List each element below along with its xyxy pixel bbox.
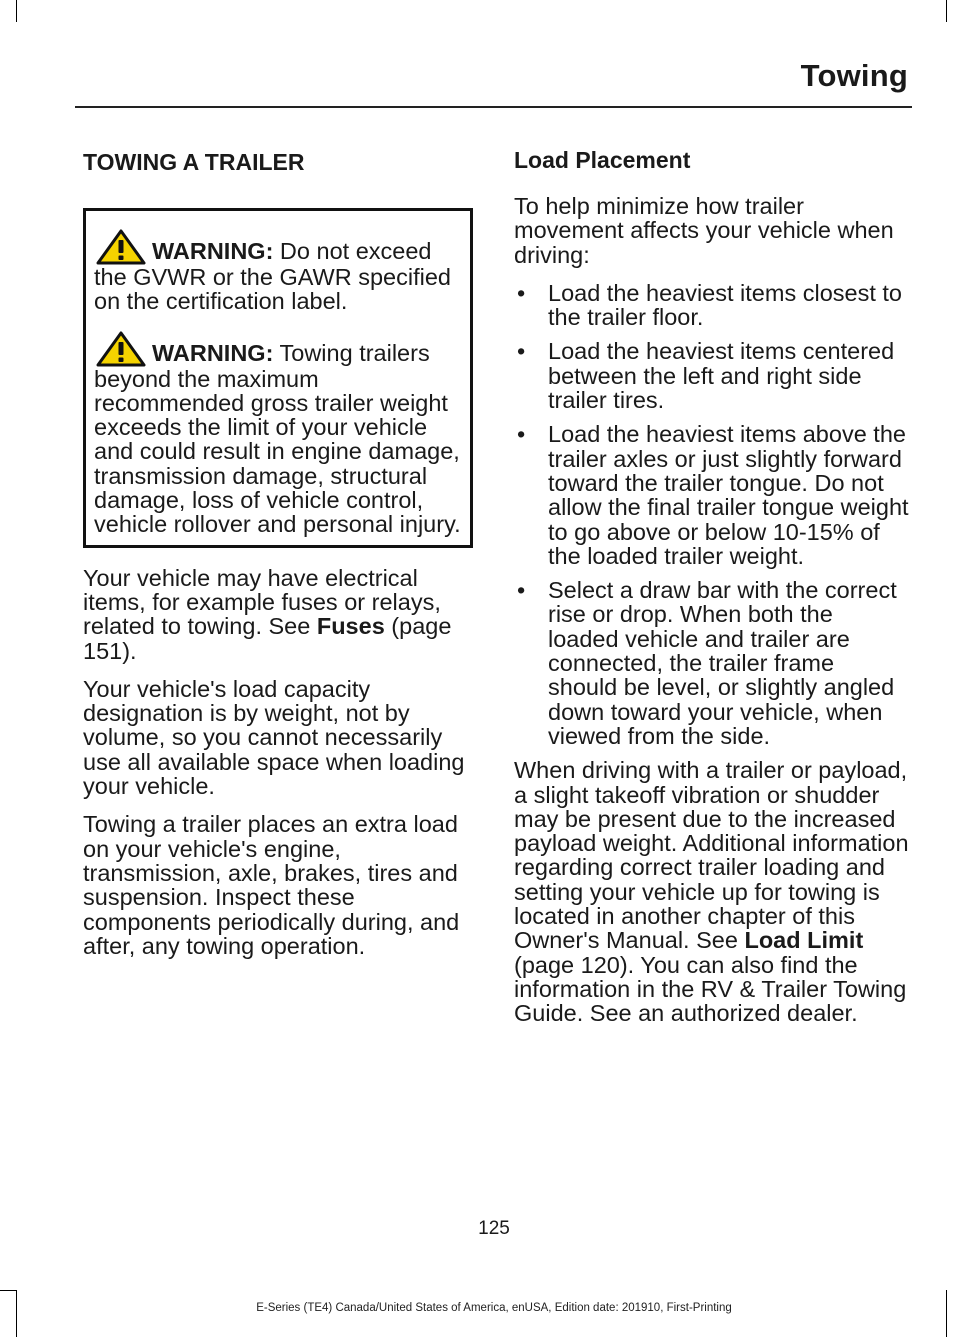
intro-paragraph: To help minimize how trailer movement affects your vehicle when driving: (514, 193, 894, 268)
paragraph-text: (page 120). You can also find the information in the RV & Trailer Towing Guide. See an authorized dealer. (514, 951, 907, 1027)
warning-label: WARNING: (152, 339, 274, 366)
list-item (514, 578, 909, 748)
warning-triangle-icon (96, 331, 146, 367)
crop-mark (946, 0, 947, 22)
section-title-towing-a-trailer: TOWING A TRAILER (83, 149, 305, 175)
list-item-text: Select a draw bar with the correct rise or drop. When both the loaded vehicle and trailer are connected, the trailer frame should be level, or slightly angled down toward your vehicle, when viewed from the side. (548, 577, 897, 749)
list-item (514, 339, 909, 412)
list-item-text: Load the heaviest items above the trailer axles or just slightly forward toward the trailer tongue. Do not allow the final trailer tongue weight to go above or below 10-15% of the loaded trailer weight. (548, 421, 909, 569)
right-column (514, 140, 909, 1040)
bullet-icon: • (517, 338, 526, 365)
list-item-text: Load the heaviest items centered between the left and right side trailer tires. (548, 338, 895, 414)
warning-text: Do not exceed the GVWR or the GAWR specified on the certification label. (94, 238, 451, 315)
page-reference: (page 151). (83, 613, 452, 664)
load-limit-link[interactable]: Load Limit (744, 927, 864, 954)
crop-mark (16, 0, 17, 22)
paragraph-text: When driving with a trailer or payload, a slight takeoff vibration or shudder may be present due to the increased payload weight. Additional information regarding correct trailer loading and setting your vehicle up for towing is located in another chapter of this Owner's Manual. See (514, 757, 909, 954)
list-item (514, 422, 909, 568)
left-column (83, 140, 475, 972)
edition-footer: E-Series (TE4) Canada/United States of America, enUSA, Edition date: 201910, First-Printing (256, 1302, 732, 1314)
bullet-icon: • (517, 279, 526, 306)
fuses-link[interactable]: Fuses (316, 613, 385, 640)
closing-paragraph (514, 758, 909, 1025)
bullet-icon: • (517, 577, 526, 604)
warning-text: Towing trailers beyond the maximum recommended gross trailer weight exceeds the limit of your vehicle and could result in engine damage, transmission damage, structural damage, loss of vehicle control, vehicle rollover and personal injury. (94, 339, 461, 538)
bullet-icon: • (517, 421, 526, 448)
warning-paragraph (94, 229, 462, 314)
section-title-load-placement: Load Placement (514, 147, 691, 173)
paragraph-text: Your vehicle may have electrical items, for example fuses or relays, related to towing. See (83, 564, 441, 640)
header-divider (75, 106, 912, 108)
warning-paragraph (94, 331, 462, 537)
load-capacity-paragraph: Your vehicle's load capacity designation is by weight, not by volume, so you cannot necessarily use all available space when loading your vehicle. (83, 675, 465, 800)
towing-load-paragraph: Towing a trailer places an extra load on your vehicle's engine, transmission, axle, brakes, tires and suspension. Inspect these components periodically during, and after, any towing operation. (83, 811, 460, 959)
fuses-paragraph (83, 566, 475, 663)
crop-mark (0, 1290, 16, 1291)
page-header-title: Towing (800, 58, 908, 93)
list-item (514, 281, 909, 330)
list-item-text: Load the heaviest items closest to the trailer floor. (548, 279, 903, 331)
load-placement-list (514, 281, 909, 748)
page-number: 125 (478, 1218, 510, 1239)
warning-box (83, 208, 473, 548)
warning-label: WARNING: (152, 238, 274, 264)
warning-triangle-icon (96, 229, 146, 265)
